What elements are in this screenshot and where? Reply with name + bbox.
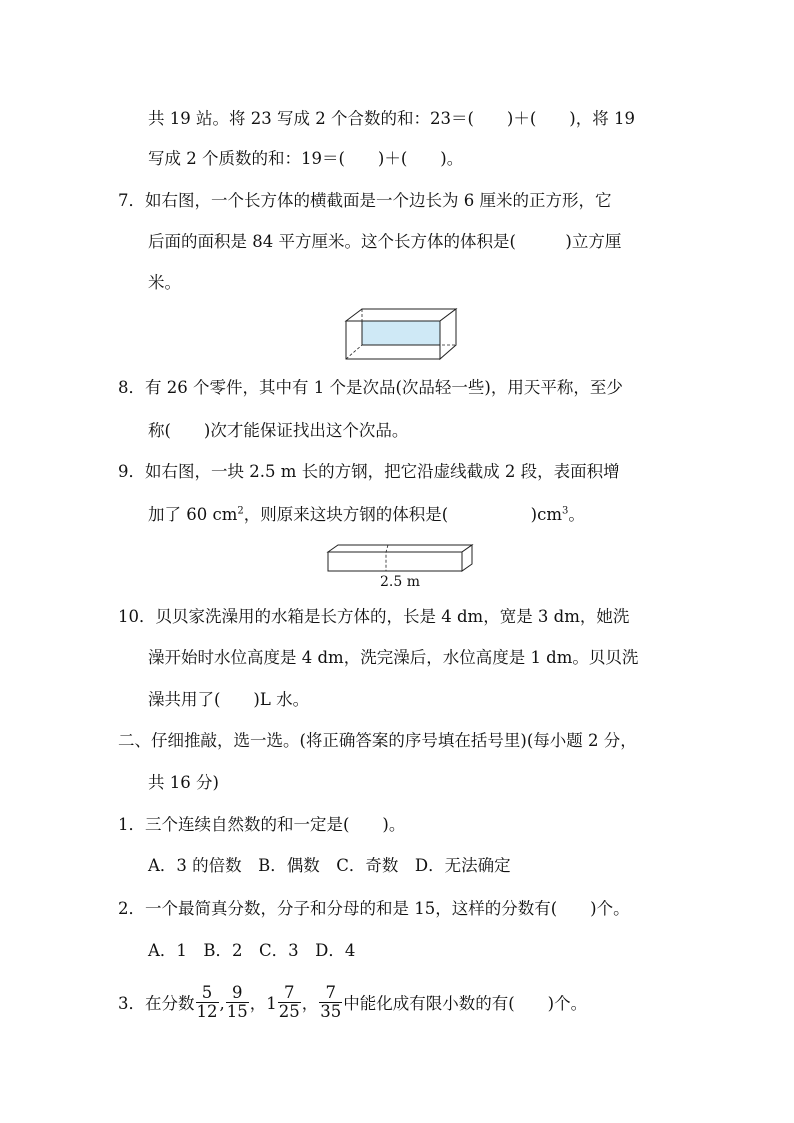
- q8-line-a: 8．有 26 个零件，其中有 1 个是次品(次品轻一些)，用天平称，至少: [118, 378, 623, 397]
- fraction-9-15: $\frac{9}{15}$: [226, 983, 248, 1021]
- steel-bar-figure: [326, 542, 474, 574]
- cuboid-figure: [344, 307, 458, 363]
- q9-line-b: 加了 60 $cm^2$，则原来这块方钢的体积是( )$cm^3$。: [148, 505, 585, 524]
- q10-line-b: 澡开始时水位高度是 4 dm，洗完澡后，水位高度是 1 dm。贝贝洗: [148, 648, 639, 667]
- bar-top-face: [328, 545, 472, 552]
- q7-line-c: 米。: [148, 273, 181, 292]
- fraction-5-12: $\frac{5}{12}$: [196, 983, 218, 1021]
- q6-line-b: 写成 2 个质数的和：19＝( )＋( )。: [148, 149, 464, 168]
- fraction-7-25: $\frac{7}{25}$: [278, 983, 300, 1021]
- bar-length-label: 2.5 m: [380, 574, 420, 590]
- section2-heading-b: 共 16 分): [148, 773, 219, 792]
- s2-q1: 1．三个连续自然数的和一定是( )。: [118, 815, 406, 834]
- s2-q2: 2．一个最简真分数，分子和分母的和是 15，这样的分数有( )个。: [118, 899, 630, 918]
- s2-q2-options: A．1 B．2 C．3 D．4: [148, 941, 356, 960]
- s2-q1-options: A．3 的倍数 B．偶数 C．奇数 D．无法确定: [148, 856, 511, 875]
- q7-line-a: 7．如右图，一个长方体的横截面是一个边长为 6 厘米的正方形，它: [118, 191, 612, 210]
- s2-q3: 3．在分数 $\frac{5}{12}$ , $\frac{9}{15}$ ，1 $\frac{7}{25}$ ， $\frac{7}{35}$ 中能化成有限小数的有( )个。: [118, 983, 588, 1021]
- q10-line-c: 澡共用了( )L 水。: [148, 690, 310, 709]
- section2-heading-a: 二、仔细推敲，选一选。(将正确答案的序号填在括号里)(每小题 2 分，: [118, 731, 637, 750]
- fraction-7-35: $\frac{7}{35}$: [320, 983, 342, 1021]
- q7-line-b: 后面的面积是 84 平方厘米。这个长方体的体积是( )立方厘: [148, 232, 622, 251]
- q10-line-a: 10．贝贝家洗澡用的水箱是长方体的，长是 4 dm，宽是 3 dm，她洗: [118, 607, 630, 626]
- cuboid-top-face: [346, 309, 456, 321]
- q9-line-a: 9．如右图，一块 2.5 m 长的方钢，把它沿虚线截成 2 段，表面积增: [118, 462, 620, 481]
- bar-front-face: [328, 552, 462, 571]
- q6-line-a: 共 19 站。将 23 写成 2 个合数的和：23＝( )＋( )，将 19: [148, 109, 635, 128]
- q8-line-b: 称( )次才能保证找出这个次品。: [148, 421, 409, 440]
